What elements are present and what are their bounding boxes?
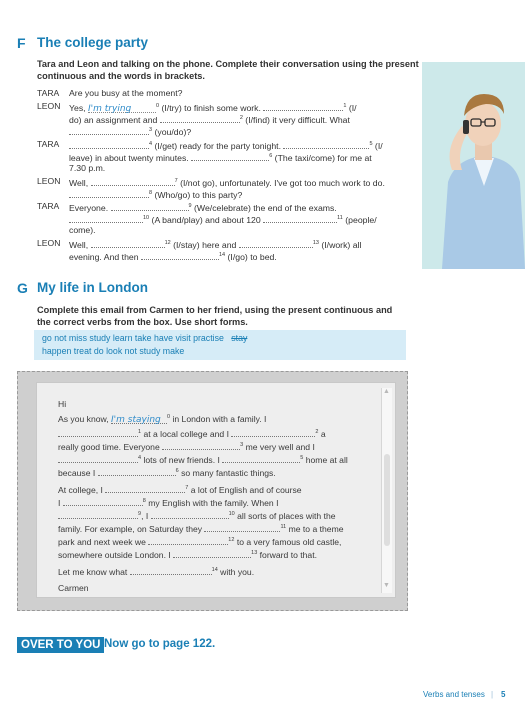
speaker-leon-1: LEON [37, 101, 61, 111]
instruction-g-1: Complete this email from Carmen to her friend, using the present continuous and [37, 305, 393, 315]
over-to-you-text[interactable]: Now go to page 122. [104, 638, 216, 650]
dialogue-line: Well, $^7$ (I/not go), unfortunately. I've got too much work to do. [69, 178, 385, 188]
email-signature: Carmen [58, 583, 89, 593]
blank-10[interactable] [69, 213, 143, 223]
blank-11[interactable] [263, 213, 337, 223]
speaker-tara-3: TARA [37, 201, 60, 211]
email-blank-12[interactable] [148, 535, 228, 545]
email-blank-14[interactable] [130, 565, 212, 575]
email-blank-11[interactable] [204, 522, 280, 532]
email-line: $^4$ lots of new friends. I $^5$ home at all [58, 453, 348, 465]
scroll-thumb[interactable] [384, 454, 390, 546]
dialogue-line: leave) in about twenty minutes. $^6$ (The taxi/come) for me at [69, 153, 372, 163]
email-line: $^9$, I $^{10}$ all sorts of places with the [58, 509, 336, 521]
speaker-leon-2: LEON [37, 176, 61, 186]
dialogue-line: do) an assignment and $^2$ (I/find) it very difficult. What [69, 115, 350, 125]
email-blank-1[interactable] [58, 427, 138, 437]
struck-word: stay [231, 333, 248, 343]
example-answer-g: I'm staying [111, 415, 161, 425]
blank-6[interactable] [191, 151, 269, 161]
email-blank-13[interactable] [173, 548, 251, 558]
dialogue-line: $^4$ (I/get) ready for the party tonight. $^5$ (I/ [69, 139, 383, 151]
section-letter-g: G [17, 280, 28, 296]
email-line: $^1$ at a local college and I $^2$ a [58, 427, 326, 439]
email-blank-3[interactable] [162, 440, 240, 450]
scrollbar[interactable] [381, 388, 392, 593]
dialogue-line: evening. And then $^{14}$ (I/go) to bed. [69, 252, 277, 262]
student-phone-photo [422, 62, 525, 269]
blank-1[interactable] [263, 101, 343, 111]
dialogue-line: come). [69, 225, 96, 235]
blank-2[interactable] [160, 113, 240, 123]
email-line: At college, I $^7$ a lot of English and of course [58, 485, 302, 495]
word-box [34, 330, 406, 360]
blank-9[interactable] [111, 201, 189, 211]
section-letter-f: F [17, 35, 26, 51]
email-line: really good time. Everyone $^3$ me very well and I [58, 442, 315, 452]
footer-section: Verbs and tenses [423, 690, 485, 699]
dialogue-line: $^3$ (you/do)? [69, 125, 191, 137]
email-blank-7[interactable] [105, 483, 185, 493]
email-line: Let me know what $^{14}$ with you. [58, 567, 255, 577]
blank-5[interactable] [283, 139, 369, 149]
email-line: because I $^6$ so many fantastic things. [58, 468, 276, 478]
email-blank-10[interactable] [151, 509, 229, 519]
blank-3[interactable] [69, 125, 149, 135]
email-blank-5[interactable] [222, 453, 300, 463]
dialogue-line: Yes, I'm trying $^0$ (I/try) to finish some work. $^1$ (I/ [69, 103, 357, 114]
footer-separator: | [491, 690, 494, 699]
section-title-f: The college party [37, 35, 149, 50]
speaker-tara-1: TARA [37, 88, 60, 98]
email-line: somewhere outside London. I $^{13}$ forward to that. [58, 550, 317, 560]
blank-7[interactable] [91, 176, 175, 186]
section-title-g: My life in London [37, 280, 148, 295]
speaker-tara-2: TARA [37, 139, 60, 149]
email-blank-9[interactable] [58, 509, 138, 519]
scroll-down-arrow[interactable]: ▼ [383, 582, 390, 589]
over-to-you-badge: OVER TO YOU [17, 637, 104, 653]
page-number: 5 [501, 690, 506, 699]
blank-4[interactable] [69, 139, 149, 149]
word-row-2: happen treat do look not study make [42, 346, 185, 356]
email-blank-8[interactable] [63, 496, 143, 506]
example-answer-f: I'm trying [88, 104, 132, 114]
email-blank-4[interactable] [58, 453, 138, 463]
scroll-up-arrow[interactable]: ▲ [383, 388, 390, 395]
email-line: park and next week we $^{12}$ to a very famous old castle, [58, 537, 342, 547]
blank-8[interactable] [69, 188, 149, 198]
blank-12[interactable] [91, 238, 165, 248]
email-line: family. For example, on Saturday they $^{11}$ me to a theme [58, 524, 344, 534]
email-blank-6[interactable] [98, 466, 176, 476]
dialogue-line: $^8$ (Who/go) to this party? [69, 188, 242, 200]
speaker-leon-3: LEON [37, 238, 61, 248]
dialogue-line: 7.30 p.m. [69, 163, 106, 173]
email-greeting: Hi [58, 399, 67, 409]
instruction-f-2: continuous and the words in brackets. [37, 71, 205, 81]
instruction-g-2: the correct verbs from the box. Use short forms. [37, 317, 248, 327]
email-line: As you know, I'm staying $^0$ in London with a family. I [58, 414, 267, 425]
dialogue-line: Are you busy at the moment? [69, 88, 183, 98]
email-blank-2[interactable] [231, 427, 315, 437]
email-line: I $^8$ my English with the family. When I [58, 498, 279, 508]
dialogue-line: $^{10}$ (A band/play) and about 120 $^{11}$ (people/ [69, 213, 377, 225]
word-row-1: go not miss study learn take have visit practise stay [42, 333, 248, 343]
instruction-f-1: Tara and Leon and talking on the phone. Complete their conversation using the present [37, 59, 419, 69]
student-phone-illustration [422, 62, 525, 269]
blank-14[interactable] [141, 250, 219, 260]
dialogue-line: Everyone. $^9$ (We/celebrate) the end of the exams. [69, 203, 337, 213]
dialogue-line: Well, $^{12}$ (I/stay) here and $^{13}$ (I/work) all [69, 240, 362, 250]
blank-13[interactable] [239, 238, 313, 248]
